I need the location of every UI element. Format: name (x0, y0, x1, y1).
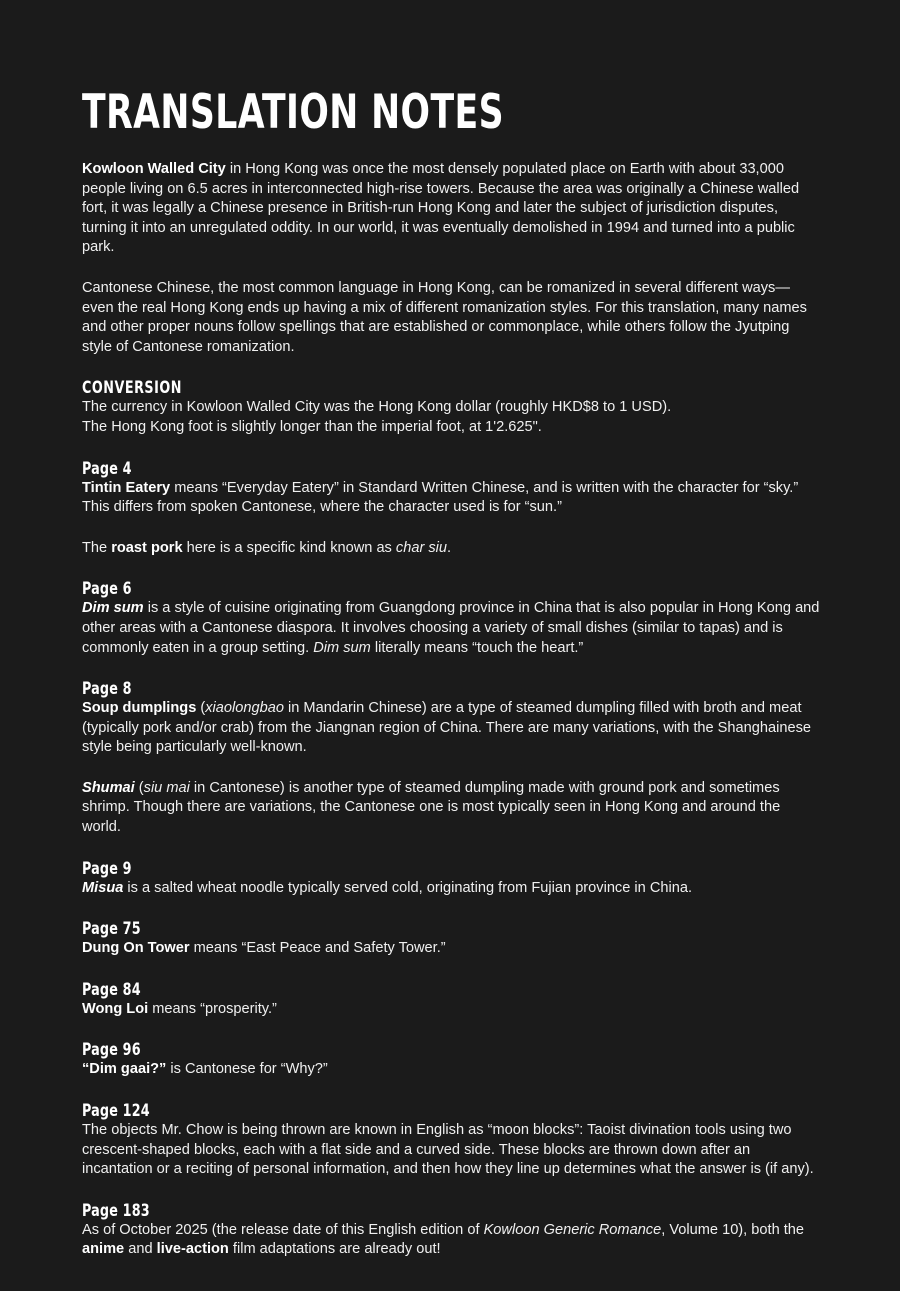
paragraph-conversion-foot: The Hong Kong foot is slightly longer than the imperial foot, at 1'2.625". (82, 418, 542, 435)
section-heading-page-6: Page 6 (82, 579, 132, 599)
spacer (82, 758, 820, 779)
paragraph-adaptations-mid: , Volume 10), both the (661, 1221, 805, 1238)
term-live-action: live-action (156, 1241, 229, 1258)
spacer (82, 357, 820, 378)
section-heading-page-96: Page 96 (82, 1040, 141, 1060)
paragraph-roast-pork-pre: The (82, 539, 112, 556)
spacer (82, 838, 820, 859)
section-heading-page-4: Page 4 (82, 458, 132, 478)
paragraph-roast-pork-end: . (447, 539, 452, 556)
paragraph-dung-on-tower (82, 939, 820, 959)
paragraph-misua-text: is a salted wheat noodle typically served cold, originating from Fujian province in China. (123, 879, 693, 896)
spacer (82, 258, 820, 279)
spacer (82, 1019, 820, 1040)
paragraph-dim-sum-end: literally means “touch the heart.” (370, 639, 584, 656)
paragraph-wong-loi-text: means “prosperity.” (148, 1000, 277, 1017)
paragraph-tintin-eatery (82, 479, 820, 518)
paragraph-conversion-currency: The currency in Kowloon Walled City was the Hong Kong dollar (roughly HKD$8 to 1 USD). (82, 399, 672, 416)
spacer (82, 558, 820, 579)
paragraph-dim-sum-mid: is a style of cuisine originating from Guangdong province in China that is also popular in Hong Kong and other areas with a Cantonese diaspora. It involves choosing a variety of small dishes (similar to tapas) and is commonly eaten in a group setting. (82, 600, 820, 656)
section-heading-page-75: Page 75 (82, 919, 141, 939)
term-dim-sum-second: Dim sum (313, 639, 371, 656)
spacer (82, 1180, 820, 1201)
paragraph-tintin-eatery-text: means “Everyday Eatery” in Standard Written Chinese, and is written with the character for “sky.” This differs from spoken Cantonese, where the character used is for “sun.” (82, 479, 799, 516)
spacer (82, 898, 820, 919)
paragraph-misua (82, 879, 820, 899)
spacer (82, 959, 820, 980)
paragraph-dim-gaai (82, 1060, 820, 1080)
paragraph-moon-blocks: The objects Mr. Chow is being thrown are known in English as “moon blocks”: Taoist divination tools using two crescent-shaped blocks, each with a flat side and a curved side. These blocks are thrown down after an incantation or a reciting of personal information, and then how they line up determines what the answer is (if any). (82, 1122, 814, 1178)
paragraph-adaptations-end: film adaptations are already out! (228, 1241, 441, 1258)
paragraph-adaptations-pre: As of October 2025 (the release date of this English edition of (82, 1221, 484, 1238)
paragraph-kowloon-walled-city-text: in Hong Kong was once the most densely populated place on Earth with about 33,000 people living on 6.5 acres in interconnected high-rise towers. Because the area was originally a Chinese walled fort, it was legally a Chinese presence in British-run Hong Kong and later the subject of jurisdiction disputes, turning it into an unregulated oddity. In our world, it was eventually demolished in 1994 and turned into a public park. (82, 161, 800, 256)
paragraph-soup-dumplings (82, 699, 820, 758)
paragraph-dim-sum (82, 599, 820, 658)
term-xiaolongbao: xiaolongbao (205, 700, 284, 717)
page-title: TRANSLATION NOTES (82, 85, 504, 140)
term-dim-sum: Dim sum (82, 600, 144, 617)
paragraph-adaptations (82, 1221, 820, 1260)
paragraph-roast-pork (82, 539, 820, 559)
section-heading-page-8: Page 8 (82, 679, 132, 699)
paragraph-shumai-text: in Cantonese) is another type of steamed dumpling made with ground pork and sometimes shrimp. Though there are variations, the Cantonese one is most typically seen in Hong Kong and around the world. (82, 779, 781, 836)
paragraph-shumai (82, 779, 820, 838)
term-shumai: Shumai (82, 779, 135, 796)
paragraph-dung-on-tower-text: means “East Peace and Safety Tower.” (189, 940, 446, 957)
paragraph-shumai-paren: ( (134, 779, 144, 796)
term-tintin-eatery: Tintin Eatery (82, 479, 171, 496)
term-soup-dumplings: Soup dumplings (82, 700, 197, 717)
term-anime: anime (82, 1241, 125, 1258)
paragraph-kowloon-walled-city (82, 160, 820, 258)
term-dim-gaai: “Dim gaai?” (82, 1061, 167, 1078)
spacer (82, 518, 820, 539)
paragraph-dim-gaai-text: is Cantonese for “Why?” (166, 1061, 328, 1078)
term-char-siu: char siu (395, 539, 448, 556)
paragraph-wong-loi (82, 1000, 820, 1020)
section-heading-page-84: Page 84 (82, 979, 141, 999)
section-heading-conversion: CONVERSION (82, 378, 182, 398)
spacer (82, 1080, 820, 1101)
paragraph-soup-dumplings-text: in Mandarin Chinese) are a type of steamed dumpling filled with broth and meat (typically pork and/or crab) from the Jiangnan region of China. There are many variations, with the Shanghainese style being particularly well-known. (82, 700, 812, 756)
section-heading-page-9: Page 9 (82, 858, 132, 878)
paragraph-romanization: Cantonese Chinese, the most common language in Hong Kong, can be romanized in several different ways—even the real Hong Kong ends up having a mix of different romanization styles. For this translation, many names and other proper nouns follow spellings that are established or commonplace, while others follow the Jyutping style of Cantonese romanization. (82, 279, 807, 355)
term-misua: Misua (82, 879, 124, 896)
term-wong-loi: Wong Loi (82, 1000, 149, 1017)
paragraph-roast-pork-mid: here is a specific kind known as (182, 539, 396, 556)
paragraph-adaptations-and: and (124, 1241, 157, 1258)
title-kowloon-generic-romance: Kowloon Generic Romance (483, 1221, 662, 1238)
paragraph-soup-paren: ( (196, 700, 206, 717)
spacer (82, 658, 820, 679)
term-roast-pork: roast pork (111, 539, 183, 556)
term-kowloon-walled-city: Kowloon Walled City (82, 161, 226, 177)
section-heading-page-183: Page 183 (82, 1200, 150, 1220)
term-siu-mai: siu mai (143, 779, 190, 796)
spacer (82, 438, 820, 459)
term-dung-on-tower: Dung On Tower (82, 940, 190, 957)
section-heading-page-124: Page 124 (82, 1101, 150, 1121)
